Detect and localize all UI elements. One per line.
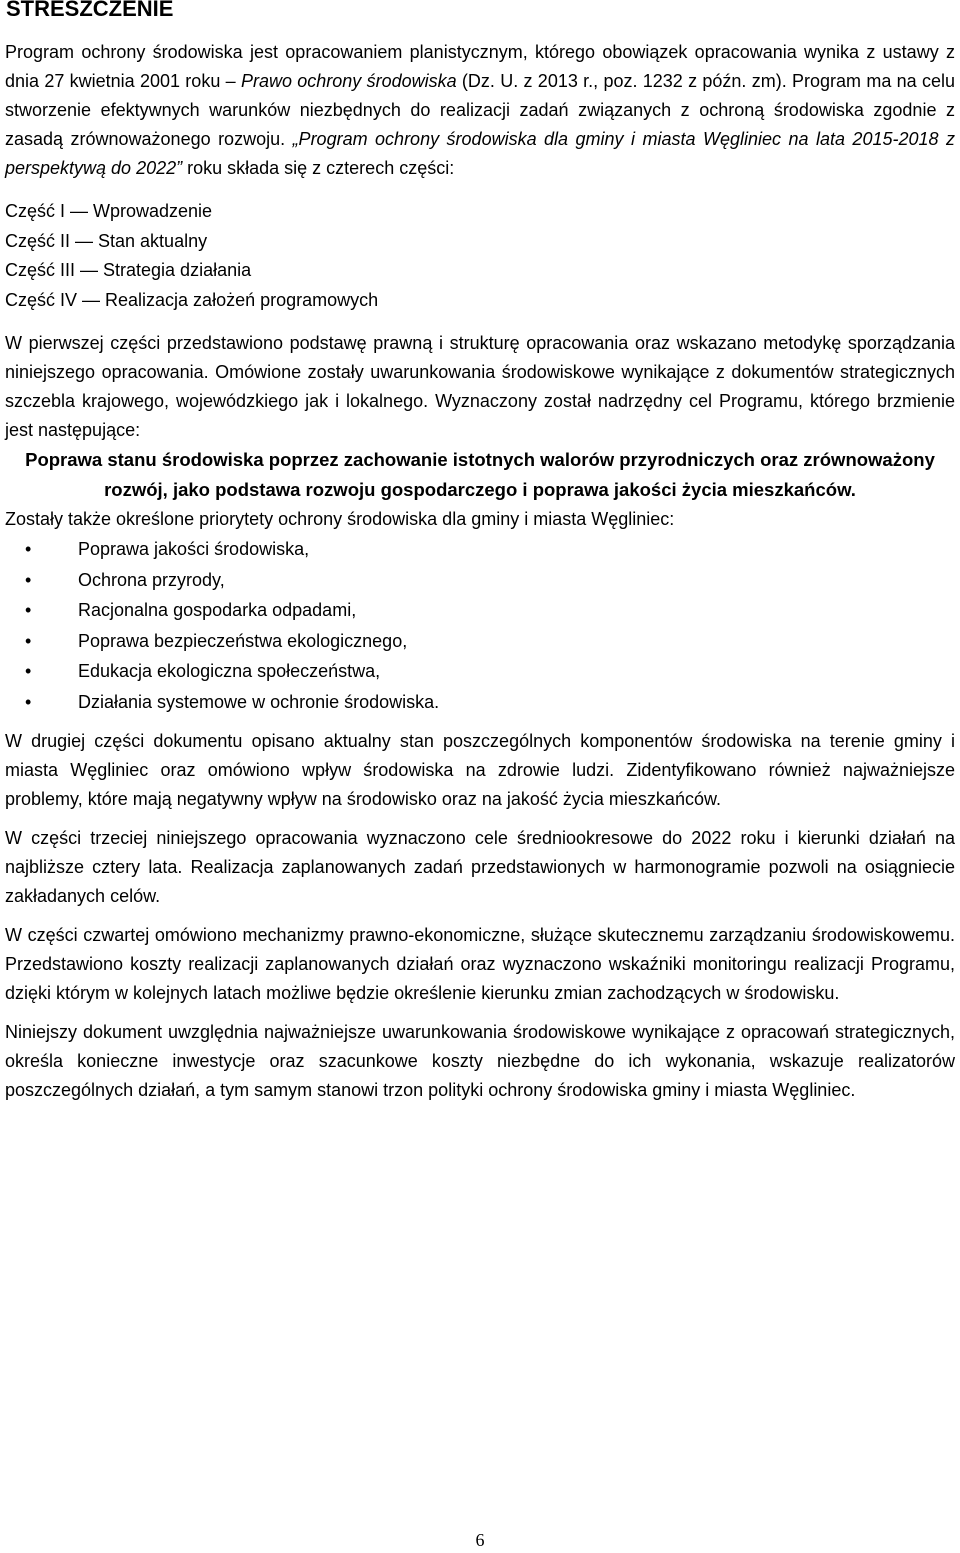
program-title: „Program ochrony środowiska dla gminy i miasta Węgliniec na lata 2015-2018 z perspektywą do 2022”	[5, 129, 955, 178]
bullet-icon: •	[25, 600, 32, 620]
act-title: Prawo ochrony środowiska	[240, 71, 457, 91]
bullet-icon: •	[25, 661, 32, 681]
priority-text: Działania systemowe w ochronie środowiska.	[78, 691, 440, 712]
summary-paragraph: Niniejszy dokument uwzględnia najważniejsze uwarunkowania środowiskowe wynikające z opracowań strategicznych, określa konieczne inwestycje oraz szacunkowe koszty niezbędne do ich wykonania, wskazuje realizatorów poszczególnych działań, a tym samym stanowi trzon polityki ochrony środowiska gminy i miasta Węgliniec.	[5, 1022, 955, 1100]
structure-paragraph: W pierwszej części przedstawiono podstawę prawną i strukturę opracowania oraz wskazano metodykę sporządzania niniejszego opracowania. Omówione zostały uwarunkowania środowiskowe wynikające z dokumentów strategicznych szczebla krajowego, wojewódzkiego jak i lokalnego. Wyznaczony został nadrzędny cel Programu, którego brzmienie jest następujące:	[5, 333, 955, 440]
part4-paragraph: W części czwartej omówiono mechanizmy prawno-ekonomiczne, służące skutecznemu zarządzaniu środowiskowemu. Przedstawiono koszty realizacji zaplanowanych działań oraz wyznaczono wskaźniki monitoringu realizacji Programu, dzięki którym w kolejnych latach możliwe będzie określenie kierunku zmian zachodzących w środowisku.	[5, 925, 955, 1003]
bullet-icon: •	[25, 691, 32, 712]
page-number: 6	[475, 1530, 485, 1550]
priority-text: Edukacja ekologiczna społeczeństwa,	[78, 661, 381, 681]
priority-text: Ochrona przyrody,	[78, 569, 225, 590]
part-item: Część I — Wprowadzenie	[5, 201, 213, 221]
priority-text: Racjonalna gospodarka odpadami,	[78, 600, 357, 620]
list-item	[5, 565, 955, 596]
priority-text: Poprawa bezpieczeństwa ekologicznego,	[78, 630, 408, 651]
priority-text: Poprawa jakości środowiska,	[78, 539, 310, 559]
part-item: Część III — Strategia działania	[5, 260, 252, 280]
part-item: Część II — Stan aktualny	[5, 230, 208, 251]
main-goal: Poprawa stanu środowiska poprzez zachowanie istotnych walorów przyrodniczych oraz zrównoważony rozwój, jako podstawa rozwoju gospodarczego i poprawa jakości życia mieszkańców.	[25, 449, 935, 500]
list-item	[5, 687, 955, 718]
list-item	[5, 595, 955, 626]
intro-paragraph	[5, 38, 955, 183]
part3-paragraph: W części trzeciej niniejszego opracowania wyznaczono cele średniookresowe do 2022 roku i kierunki działań na najbliższe cztery lata. Realizacja zaplanowanych zadań przedstawionych w harmonogramie pozwoli na osiągniecie zakładanych celów.	[5, 828, 955, 906]
part-item: Część IV — Realizacja założeń programowych	[5, 289, 379, 310]
document-body	[5, 38, 955, 1105]
priorities-list	[5, 534, 955, 717]
bullet-icon: •	[25, 569, 32, 590]
priorities-intro: Zostały także określone priorytety ochrony środowiska dla gminy i miasta Węgliniec:	[5, 509, 675, 529]
intro-text-5: roku składa się z czterech części:	[182, 158, 455, 178]
list-item	[5, 626, 955, 657]
intro-text-1: Program ochrony środowiska jest opracowaniem planistycznym, którego obowiązek opracowania wynika z ustawy z dnia 27 kwietnia 2001 roku –	[5, 42, 955, 91]
list-item	[5, 656, 955, 687]
part2-paragraph: W drugiej części dokumentu opisano aktualny stan poszczególnych komponentów środowiska na terenie gminy i miasta Węgliniec oraz omówiono wpływ środowiska na zdrowie ludzi. Zidentyfikowano również najważniejsze problemy, które mają negatywny wpływ na środowisko oraz na jakość życia mieszkańców.	[5, 731, 955, 809]
section-heading: STRESZCZENIE	[6, 0, 174, 21]
list-item	[5, 534, 955, 565]
bullet-icon: •	[25, 630, 32, 651]
bullet-icon: •	[25, 539, 32, 559]
parts-list	[5, 197, 955, 315]
intro-text-3: (Dz. U. z 2013 r., poz. 1232 z późn. zm). Program ma na celu stworzenie efektywnych warunków niezbędnych do realizacji zadań związanych z ochroną środowiska zgodnie z zasadą zrównoważonego rozwoju.	[5, 71, 955, 149]
